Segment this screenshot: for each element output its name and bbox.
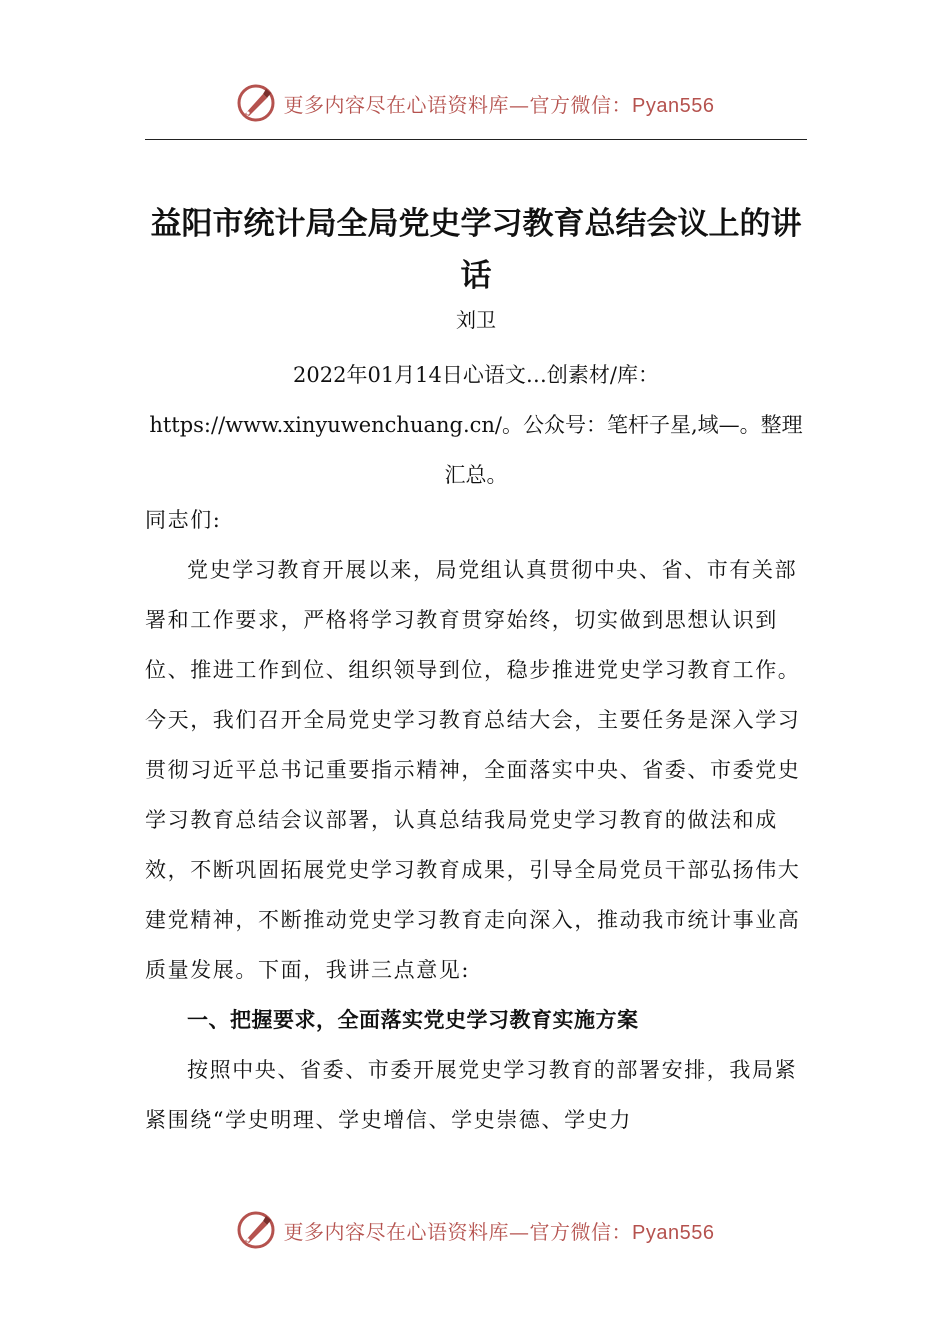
document-body (145, 495, 810, 1145)
watermark-banner-top (0, 78, 950, 128)
wechat-id: Pyan556 (632, 94, 715, 117)
body-paragraph: 按照中央、省委、市委开展党史学习教育的部署安排，我局紧紧围绕“学史明理、学史增信、学史崇德、学史力 (145, 1058, 798, 1132)
pen-logo-icon (236, 1210, 276, 1250)
header-rule (145, 139, 807, 140)
document-author: 刘卫 (456, 308, 496, 332)
salutation: 同志们: (145, 508, 222, 532)
watermark-text: 更多内容尽在心语资料库—官方微信：Pyan556 (283, 1219, 715, 1244)
wechat-id: Pyan556 (632, 1221, 715, 1244)
watermark-text: 更多内容尽在心语资料库—官方微信：Pyan556 (283, 92, 715, 117)
body-paragraph: 党史学习教育开展以来，局党组认真贯彻中央、省、市有关部署和工作要求，严格将学习教育贯穿始终，切实做到思想认识到位、推进工作到位、组织领导到位，稳步推进党史学习教育工作。今天，我们召开全局党史学习教育总结大会，主要任务是深入学习贯彻习近平总书记重要指示精神，全面落实中央、省委、市委党史学习教育总结会议部署，认真总结我局党史学习教育的做法和成效，不断巩固拓展党史学习教育成果，引导全局党员干部弘扬伟大建党精神，不断推动党史学习教育走向深入，推动我市统计事业高质量发展。下面，我讲三点意见: (145, 558, 801, 982)
section-heading: 一、把握要求，全面落实党史学习教育实施方案 (187, 1008, 639, 1032)
watermark-banner-bottom (0, 1205, 950, 1255)
document-title: 益阳市统计局全局党史学习教育总结会议上的讲话 (150, 206, 802, 294)
document-dateline: 2022年01月14日心语文…创素材/库：https://www.xinyuwenchuang.cn/。公众号：笔杆子星,域—。整理汇总。 (149, 363, 803, 487)
pen-logo-icon (236, 83, 276, 123)
